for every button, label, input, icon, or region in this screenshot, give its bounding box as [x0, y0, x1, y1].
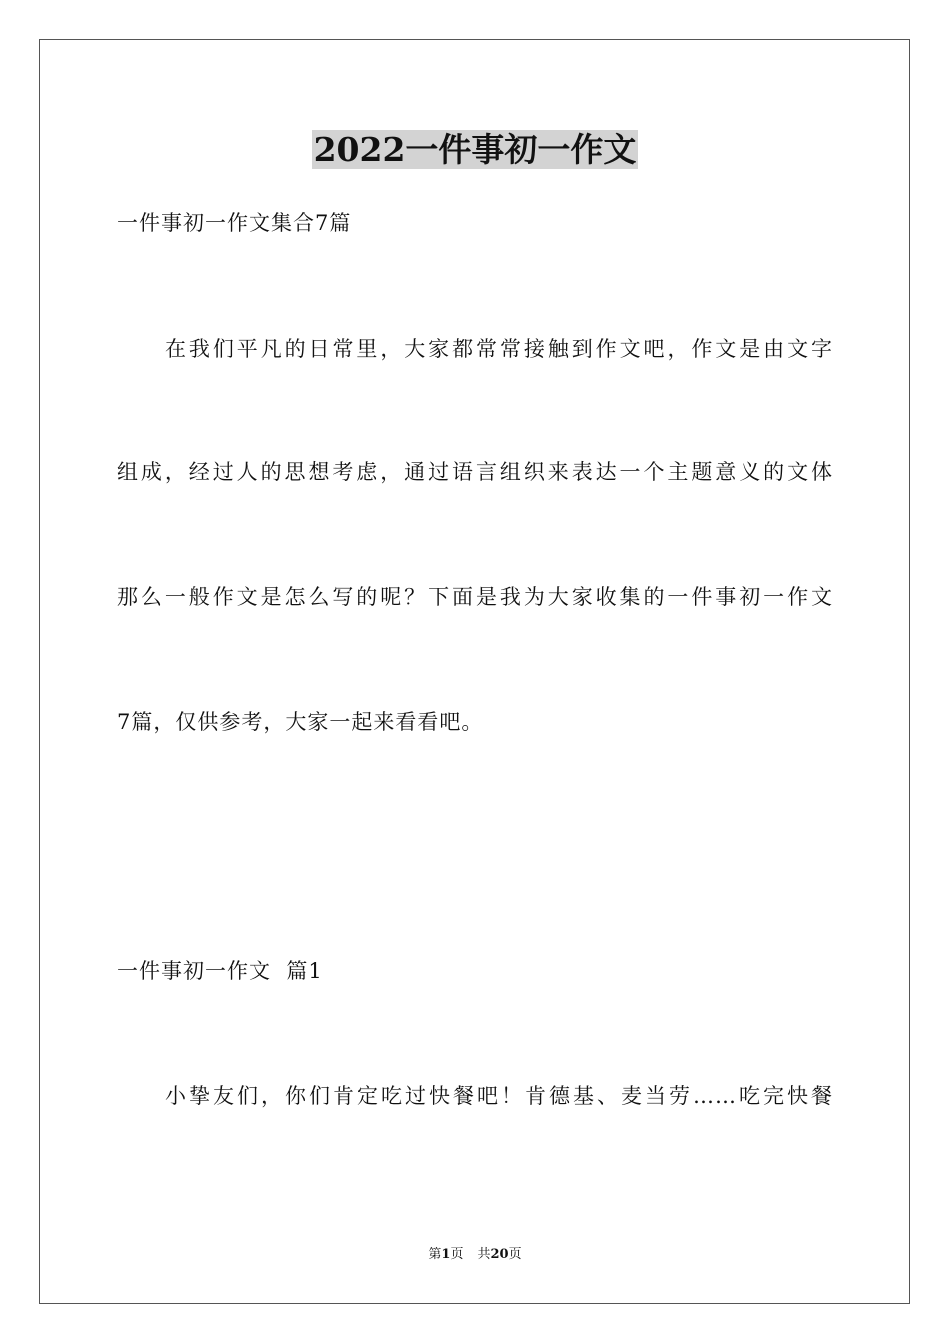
- footer-total-suffix: 页: [508, 1247, 522, 1262]
- intro-paragraph-line-4: 7篇，仅供参考，大家一起来看看吧。: [117, 710, 484, 734]
- body-paragraph-line-1: 小挚友们，你们肯定吃过快餐吧！肯德基、麦当劳……吃完快餐: [165, 1084, 833, 1108]
- footer-total-prefix: 共: [477, 1247, 491, 1262]
- section-heading: 一件事初一作文 篇1: [117, 959, 323, 983]
- document-title-text: 2022一件事初一作文: [313, 130, 637, 169]
- document-title: [0, 128, 950, 178]
- footer-page-suffix: 页: [450, 1247, 464, 1262]
- intro-paragraph-line-2: 组成，经过人的思想考虑，通过语言组织来表达一个主题意义的文体: [117, 460, 833, 484]
- intro-paragraph-line-3: 那么一般作文是怎么写的呢？下面是我为大家收集的一件事初一作文: [117, 585, 833, 609]
- footer-page-prefix: 第: [428, 1247, 442, 1262]
- page-footer: [0, 1246, 950, 1264]
- intro-paragraph-line-1: 在我们平凡的日常里，大家都常常接触到作文吧，作文是由文字: [165, 337, 833, 361]
- document-subtitle: 一件事初一作文集合7篇: [117, 211, 352, 235]
- footer-page-number: 1: [441, 1247, 451, 1262]
- footer-total-pages: 20: [490, 1247, 509, 1262]
